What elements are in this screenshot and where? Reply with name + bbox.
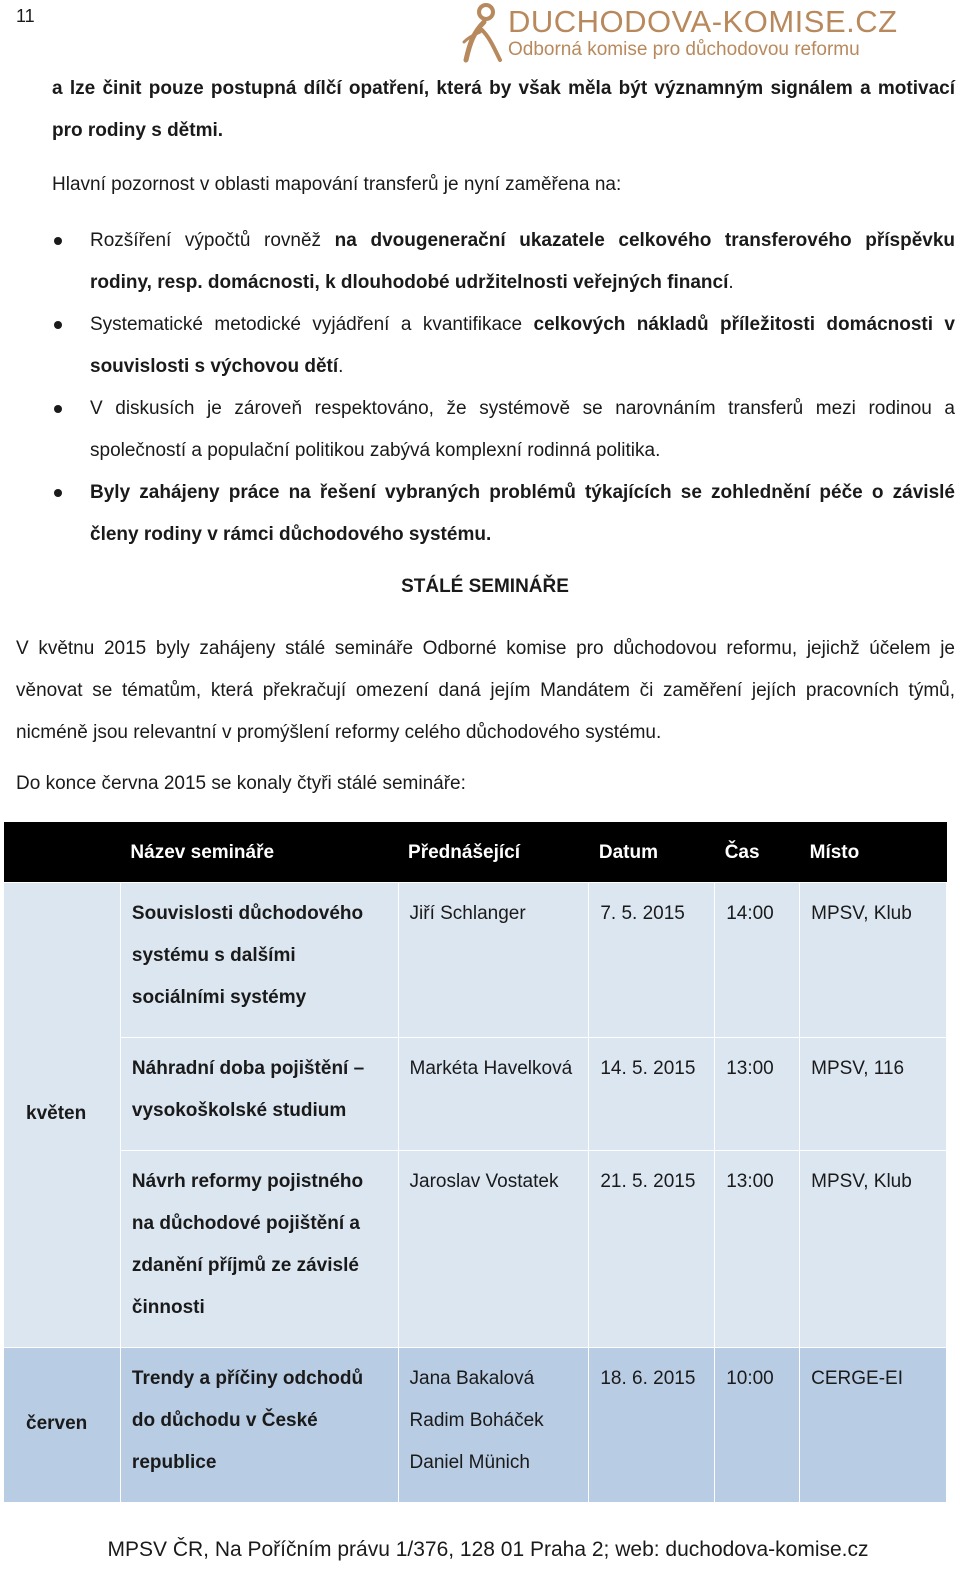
seminar-title: Návrh reformy pojistného na důchodové pojištění a zdanění příjmů ze závislé činnosti [120, 1151, 398, 1348]
logo-title: DUCHODOVA-KOMISE.CZ [508, 4, 898, 39]
seminar-title: Souvislosti důchodového systému s dalšími sociálními systémy [120, 883, 398, 1038]
seminar-title: Náhradní doba pojištění – vysokoškolské studium [120, 1038, 398, 1151]
bullet-icon [54, 405, 62, 413]
bullet-suffix: . [338, 356, 344, 377]
header-month [4, 822, 121, 883]
seminar-place: MPSV, Klub [800, 1151, 947, 1348]
seminar-time: 13:00 [715, 1038, 800, 1151]
table-row [4, 1348, 947, 1503]
header-time: Čas [715, 822, 800, 883]
month-cell: květen [4, 883, 121, 1348]
list-item [52, 388, 955, 472]
focus-list [52, 220, 955, 556]
header-place: Místo [800, 822, 947, 883]
intro-paragraph: a lze činit pouze postupná dílčí opatření, která by však měla být významným signálem a motivací pro rodiny s dětmi. [52, 78, 955, 141]
bullet-suffix: . [728, 272, 734, 293]
bullet-bold-text: celkových nákladů příležitosti domácnosti v souvislosti s výchovou dětí [90, 314, 955, 377]
table-intro: Do konce června 2015 se konaly čtyři stálé semináře: [16, 773, 466, 794]
seminar-date: 21. 5. 2015 [589, 1151, 715, 1348]
seminar-speaker: Markéta Havelková [398, 1038, 589, 1151]
seminar-title: Trendy a příčiny odchodů do důchodu v České republice [120, 1348, 398, 1503]
seminars-table [3, 822, 947, 1503]
logo-figure-icon [456, 2, 506, 64]
seminar-speaker: Jiří Schlanger [398, 883, 589, 1038]
bullet-bold-text: Byly zahájeny práce na řešení vybraných problémů týkajících se zohlednění péče o závislé členy rodiny v rámci důchodového systému. [90, 482, 955, 545]
bullet-icon [54, 489, 62, 497]
seminar-date: 18. 6. 2015 [589, 1348, 715, 1503]
page-footer: MPSV ČR, Na Poříčním právu 1/376, 128 01 Praha 2; web: duchodova-komise.cz [107, 1538, 869, 1561]
table-row [4, 1038, 947, 1151]
bullet-text: Rozšíření výpočtů rovněž [90, 230, 335, 251]
header-speaker: Přednášející [398, 822, 589, 883]
month-cell: červen [4, 1348, 121, 1503]
seminar-date: 7. 5. 2015 [589, 883, 715, 1038]
table-row [4, 883, 947, 1038]
header-title: Název semináře [120, 822, 398, 883]
focus-intro: Hlavní pozornost v oblasti mapování transferů je nyní zaměřena na: [52, 174, 622, 195]
seminar-speaker: Jaroslav Vostatek [398, 1151, 589, 1348]
seminar-time: 13:00 [715, 1151, 800, 1348]
bullet-icon [54, 321, 62, 329]
seminar-speaker: Jana Bakalová Radim Boháček Daniel Münich [398, 1348, 589, 1503]
list-item [52, 472, 955, 556]
table-header-row [4, 822, 947, 883]
seminar-place: CERGE-EI [800, 1348, 947, 1503]
seminar-date: 14. 5. 2015 [589, 1038, 715, 1151]
seminar-time: 14:00 [715, 883, 800, 1038]
list-item [52, 304, 955, 388]
bullet-bold-text: na dvougenerační ukazatele celkového transferového příspěvku rodiny, resp. domácnosti, k dlouhodobé udržitelnosti veřejných financí [90, 230, 955, 293]
bullet-text: Systematické metodické vyjádření a kvantifikace [90, 314, 534, 335]
section-paragraph: V květnu 2015 byly zahájeny stálé semináře Odborné komise pro důchodovou reformu, jejichž účelem je věnovat se tématům, která překračují omezení daná jejím Mandátem či zaměření jejích pracovních týmů, nicméně jsou relevantní v promýšlení reformy celého důchodového systému. [16, 638, 955, 743]
seminar-place: MPSV, 116 [800, 1038, 947, 1151]
bullet-text: V diskusích je zároveň respektováno, že systémově se narovnáním transferů mezi rodinou a společností a populační politikou zabývá komplexní rodinná politika. [90, 398, 955, 461]
table-row [4, 1151, 947, 1348]
seminar-place: MPSV, Klub [800, 883, 947, 1038]
section-heading: STÁLÉ SEMINÁŘE [401, 576, 569, 597]
page-number: 11 [16, 6, 35, 26]
list-item [52, 220, 955, 304]
logo [456, 2, 956, 64]
seminar-time: 10:00 [715, 1348, 800, 1503]
header-date: Datum [589, 822, 715, 883]
logo-subtitle: Odborná komise pro důchodovou reformu [508, 39, 860, 60]
bullet-icon [54, 237, 62, 245]
